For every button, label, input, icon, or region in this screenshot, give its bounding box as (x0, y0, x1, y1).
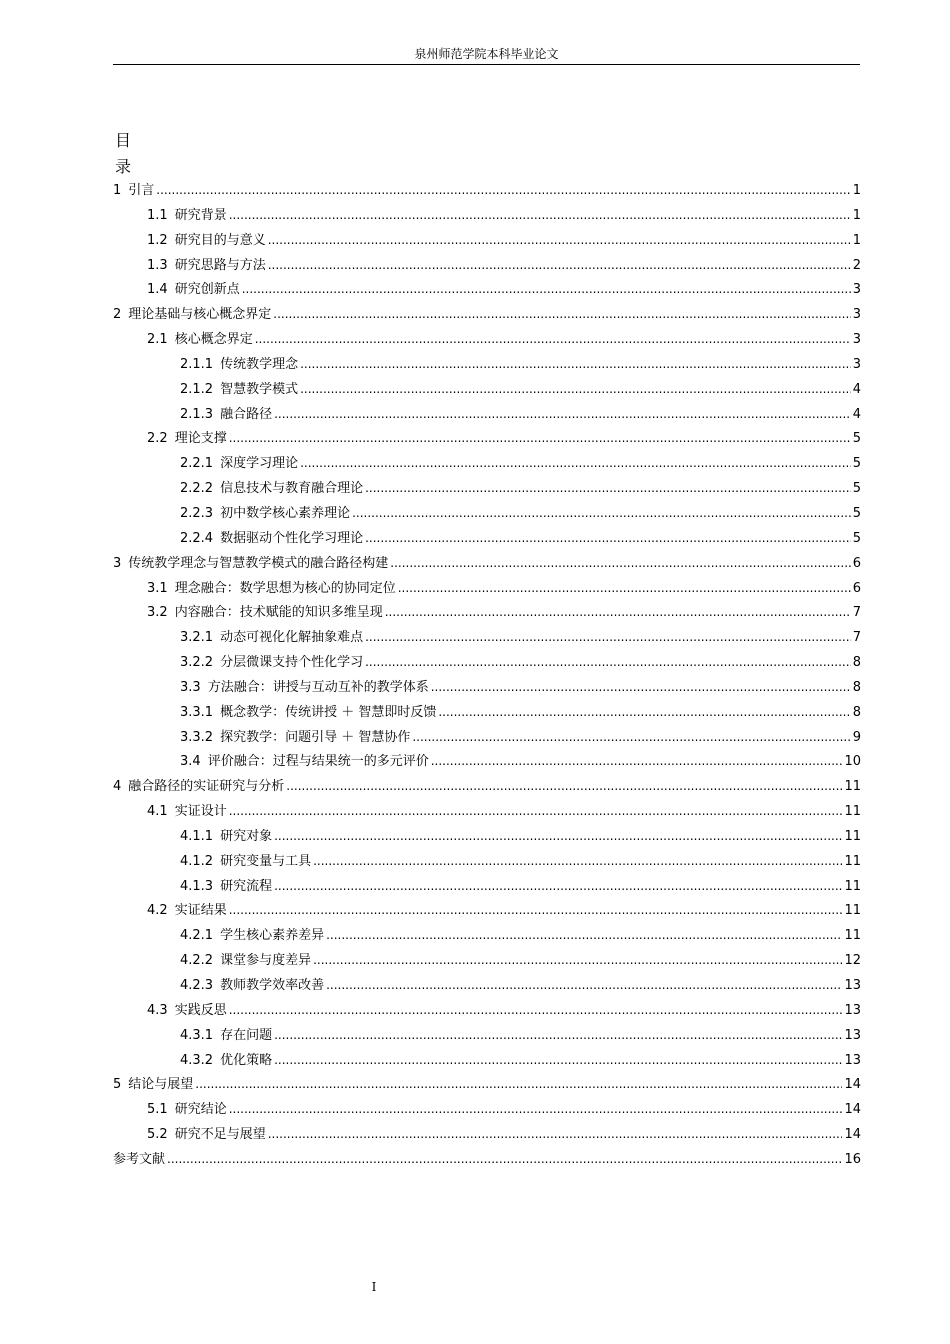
toc-entry-number: 2.2.3 (180, 505, 214, 521)
toc-entry-number: 4.2.1 (180, 928, 214, 944)
toc-entry[interactable] (113, 849, 861, 874)
toc-entry-page: 5 (852, 505, 861, 521)
toc-entry-page: 3 (852, 282, 861, 298)
toc-entry[interactable] (113, 700, 861, 725)
toc-entry[interactable] (113, 1023, 861, 1048)
toc-leader-dots (300, 377, 851, 402)
toc-leader-dots (313, 849, 842, 874)
toc-entry-title: 实践反思 (174, 1002, 227, 1018)
toc-entry-title: 研究背景 (174, 207, 227, 223)
toc-entry-page: 9 (852, 729, 861, 745)
toc-entry-page: 16 (844, 1151, 861, 1167)
page-number: I (371, 1280, 377, 1294)
toc-entry-title: 研究不足与展望 (174, 1127, 266, 1143)
toc-entry[interactable] (113, 1097, 861, 1122)
toc-title-char-2: 录 (115, 157, 132, 176)
toc-leader-dots (274, 824, 842, 849)
toc-leader-dots (274, 402, 851, 427)
toc-leader-dots (229, 799, 843, 824)
toc-leader-dots (229, 203, 851, 228)
toc-entry-number: 4.2.2 (180, 953, 214, 969)
toc-entry-title: 实证结果 (174, 903, 227, 919)
toc-entry-page: 3 (852, 307, 861, 323)
toc-entry[interactable] (113, 600, 861, 625)
toc-entry[interactable] (113, 526, 861, 551)
toc-entry[interactable] (113, 973, 861, 998)
toc-entry-page: 11 (844, 853, 861, 869)
toc-leader-dots (156, 178, 850, 203)
toc-entry[interactable] (113, 998, 861, 1023)
toc-entry-title: 概念教学：传统讲授 ＋ 智慧即时反馈 (220, 704, 437, 720)
toc-entry-number: 2.1 (147, 332, 168, 348)
toc-entry-title: 参考文献 (113, 1151, 166, 1167)
toc-entry-page: 8 (852, 655, 861, 671)
toc-entry[interactable] (113, 650, 861, 675)
toc-leader-dots (438, 700, 850, 725)
toc-entry-title: 引言 (128, 183, 155, 198)
toc-entry-number: 4.1 (147, 804, 168, 820)
toc-leader-dots (352, 501, 851, 526)
toc-leader-dots (229, 426, 851, 451)
toc-leader-dots (229, 898, 843, 923)
toc-entry-title: 理论支撑 (174, 431, 227, 447)
toc-entry[interactable] (113, 898, 861, 923)
toc-entry[interactable] (113, 426, 861, 451)
toc-entry[interactable] (113, 253, 861, 278)
toc-entry-number: 3.2.1 (180, 630, 214, 646)
toc-entry-page: 13 (844, 978, 861, 993)
toc-leader-dots (385, 600, 851, 625)
table-of-contents (113, 178, 861, 1172)
toc-leader-dots (431, 749, 843, 774)
toc-entry-number: 2 (113, 307, 122, 323)
toc-entry-page: 13 (844, 1027, 861, 1043)
toc-leader-dots (242, 277, 851, 302)
toc-entry-title: 研究变量与工具 (220, 853, 312, 869)
toc-entry-page: 10 (844, 754, 861, 770)
toc-entry-page: 14 (844, 1077, 861, 1093)
toc-entry-page: 5 (852, 530, 861, 546)
toc-entry-number: 2.1.1 (180, 356, 214, 372)
toc-entry-number: 3 (113, 555, 122, 571)
toc-leader-dots (326, 923, 842, 948)
toc-entry-page: 1 (852, 183, 861, 198)
toc-leader-dots (326, 973, 842, 998)
toc-entry-title: 内容融合：技术赋能的知识多维呈现 (174, 605, 383, 621)
toc-entry-title: 传统教学理念与智慧教学模式的融合路径构建 (128, 555, 389, 571)
toc-entry[interactable] (113, 948, 861, 973)
toc-entry-page: 11 (844, 779, 861, 795)
toc-entry-number: 3.1 (147, 580, 168, 596)
toc-leader-dots (273, 302, 850, 327)
toc-leader-dots (365, 625, 851, 650)
toc-entry-number: 4.3.1 (180, 1027, 214, 1043)
toc-entry-title: 融合路径的实证研究与分析 (128, 779, 285, 795)
toc-entry-page: 8 (852, 704, 861, 720)
toc-entry-page: 12 (844, 953, 861, 969)
toc-leader-dots (268, 228, 851, 253)
toc-title-char-1: 目 (115, 131, 132, 150)
toc-entry-title: 动态可视化化解抽象难点 (220, 630, 364, 646)
toc-entry-title: 信息技术与教育融合理论 (220, 481, 364, 497)
toc-entry-number: 3.3.1 (180, 704, 214, 720)
toc-entry-page: 6 (852, 580, 861, 596)
toc-entry-number: 2.2.1 (180, 456, 214, 472)
toc-entry-number: 1.3 (147, 257, 168, 273)
toc-entry-title: 研究对象 (220, 828, 273, 844)
toc-entry-number: 3.2 (147, 605, 168, 621)
toc-entry[interactable] (113, 1048, 861, 1073)
toc-entry-number: 4.2 (147, 903, 168, 919)
toc-entry-number: 2.1.2 (180, 381, 214, 397)
toc-leader-dots (431, 675, 851, 700)
toc-entry-page: 7 (852, 630, 861, 646)
toc-entry-page: 11 (844, 903, 861, 919)
toc-entry[interactable] (113, 451, 861, 476)
toc-entry-page: 14 (844, 1102, 861, 1118)
toc-entry-title: 智慧教学模式 (220, 381, 299, 397)
toc-entry-title: 研究创新点 (174, 282, 240, 298)
toc-entry-number: 3.2.2 (180, 655, 214, 671)
toc-entry-number: 4.1.2 (180, 853, 214, 869)
toc-entry-number: 5 (113, 1077, 122, 1093)
toc-entry[interactable] (113, 377, 861, 402)
toc-entry-number: 4.2.3 (180, 978, 214, 993)
toc-leader-dots (286, 774, 842, 799)
toc-entry-title: 学生核心素养差异 (220, 928, 325, 944)
toc-leader-dots (365, 650, 851, 675)
toc-entry[interactable] (113, 675, 861, 700)
toc-entry-title: 深度学习理论 (220, 456, 299, 472)
toc-entry-number: 4.3.2 (180, 1052, 214, 1068)
toc-entry-title: 研究流程 (220, 878, 273, 894)
page-header: 泉州师范学院本科毕业论文 (113, 46, 860, 65)
toc-leader-dots (390, 551, 850, 576)
toc-entry-page: 8 (852, 679, 861, 695)
toc-entry-number: 4 (113, 779, 122, 795)
toc-entry-number: 2.2 (147, 431, 168, 447)
toc-leader-dots (274, 1023, 842, 1048)
toc-entry-number: 3.3.2 (180, 729, 214, 745)
toc-entry[interactable] (113, 1122, 861, 1147)
toc-entry-page: 4 (852, 381, 861, 397)
toc-entry-title: 融合路径 (220, 406, 273, 422)
toc-entry[interactable] (113, 402, 861, 427)
toc-leader-dots (229, 998, 843, 1023)
toc-leader-dots (365, 476, 851, 501)
toc-entry-title: 核心概念界定 (174, 332, 253, 348)
toc-entry-number: 4.3 (147, 1002, 168, 1018)
toc-entry-page: 11 (844, 878, 861, 894)
toc-entry-page: 13 (844, 1052, 861, 1068)
toc-entry-number: 2.2.4 (180, 530, 214, 546)
toc-entry-title: 分层微课支持个性化学习 (220, 655, 364, 671)
toc-leader-dots (255, 327, 851, 352)
toc-entry-title: 数据驱动个性化学习理论 (220, 530, 364, 546)
toc-entry-title: 理念融合：数学思想为核心的协同定位 (174, 580, 396, 596)
toc-entry-number: 1.2 (147, 232, 168, 248)
toc-entry-page: 11 (844, 828, 861, 844)
toc-entry-title: 方法融合：讲授与互动互补的教学体系 (207, 679, 429, 695)
toc-entry-title: 研究思路与方法 (174, 257, 266, 273)
toc-entry-page: 4 (852, 406, 861, 422)
toc-entry-title: 课堂参与度差异 (220, 953, 312, 969)
toc-entry-title: 存在问题 (220, 1027, 273, 1043)
toc-leader-dots (365, 526, 851, 551)
toc-entry-number: 3.4 (180, 754, 201, 770)
toc-leader-dots (229, 1097, 843, 1122)
toc-entry-title: 评价融合：过程与结果统一的多元评价 (207, 754, 429, 770)
toc-entry-number: 5.1 (147, 1102, 168, 1118)
toc-entry-title: 传统教学理念 (220, 356, 299, 372)
toc-entry-page: 1 (852, 207, 861, 223)
toc-entry-page: 11 (844, 804, 861, 820)
toc-entry-number: 5.2 (147, 1127, 168, 1143)
toc-entry-number: 4.1.3 (180, 878, 214, 894)
toc-entry[interactable] (113, 203, 861, 228)
toc-entry[interactable] (113, 178, 861, 203)
toc-entry-page: 2 (852, 257, 861, 273)
toc-entry[interactable] (113, 725, 861, 750)
toc-entry[interactable] (113, 774, 861, 799)
toc-entry-page: 7 (852, 605, 861, 621)
toc-entry-title: 实证设计 (174, 804, 227, 820)
toc-entry-title: 研究目的与意义 (174, 232, 266, 248)
toc-entry[interactable] (113, 1072, 861, 1097)
toc-entry-title: 理论基础与核心概念界定 (128, 307, 272, 323)
toc-entry-page: 14 (844, 1127, 861, 1143)
toc-entry[interactable] (113, 476, 861, 501)
toc-entry[interactable] (113, 327, 861, 352)
toc-entry-page: 5 (852, 456, 861, 472)
toc-entry[interactable] (113, 1147, 861, 1172)
toc-entry-page: 1 (852, 232, 861, 248)
toc-leader-dots (195, 1072, 842, 1097)
toc-leader-dots (167, 1147, 842, 1172)
toc-entry-page: 6 (852, 555, 861, 571)
toc-entry[interactable] (113, 501, 861, 526)
toc-entry[interactable] (113, 625, 861, 650)
toc-entry[interactable] (113, 923, 861, 948)
toc-leader-dots (268, 253, 851, 278)
toc-entry-page: 13 (844, 1002, 861, 1018)
toc-entry[interactable] (113, 874, 861, 899)
toc-entry-page: 5 (852, 481, 861, 497)
toc-entry-number: 1.1 (147, 207, 168, 223)
toc-entry[interactable] (113, 824, 861, 849)
toc-entry[interactable] (113, 551, 861, 576)
toc-entry-title: 结论与展望 (128, 1077, 194, 1093)
toc-entry-page: 3 (852, 356, 861, 372)
toc-entry[interactable] (113, 302, 861, 327)
toc-leader-dots (274, 1048, 842, 1073)
toc-entry-number: 2.1.3 (180, 406, 214, 422)
toc-leader-dots (313, 948, 842, 973)
toc-entry[interactable] (113, 352, 861, 377)
toc-entry-title: 优化策略 (220, 1052, 273, 1068)
toc-entry-number: 2.2.2 (180, 481, 214, 497)
toc-entry[interactable] (113, 228, 861, 253)
toc-entry[interactable] (113, 277, 861, 302)
toc-entry-page: 5 (852, 431, 861, 447)
toc-entry-title: 初中数学核心素养理论 (220, 505, 351, 521)
toc-entry[interactable] (113, 576, 861, 601)
toc-entry-title: 研究结论 (174, 1102, 227, 1118)
toc-leader-dots (274, 874, 842, 899)
toc-leader-dots (268, 1122, 843, 1147)
toc-leader-dots (412, 725, 850, 750)
toc-entry-page: 3 (852, 332, 861, 348)
toc-entry-page: 11 (844, 928, 861, 944)
toc-entry-number: 3.3 (180, 679, 201, 695)
toc-entry-number: 4.1.1 (180, 828, 214, 844)
toc-entry-title: 探究教学：问题引导 ＋ 智慧协作 (220, 729, 411, 745)
toc-entry[interactable] (113, 799, 861, 824)
toc-leader-dots (300, 352, 851, 377)
toc-entry-title: 教师教学效率改善 (220, 978, 325, 993)
toc-leader-dots (398, 576, 851, 601)
toc-leader-dots (300, 451, 851, 476)
toc-entry[interactable] (113, 749, 861, 774)
toc-entry-number: 1.4 (147, 282, 168, 298)
toc-entry-number: 1 (113, 183, 122, 198)
